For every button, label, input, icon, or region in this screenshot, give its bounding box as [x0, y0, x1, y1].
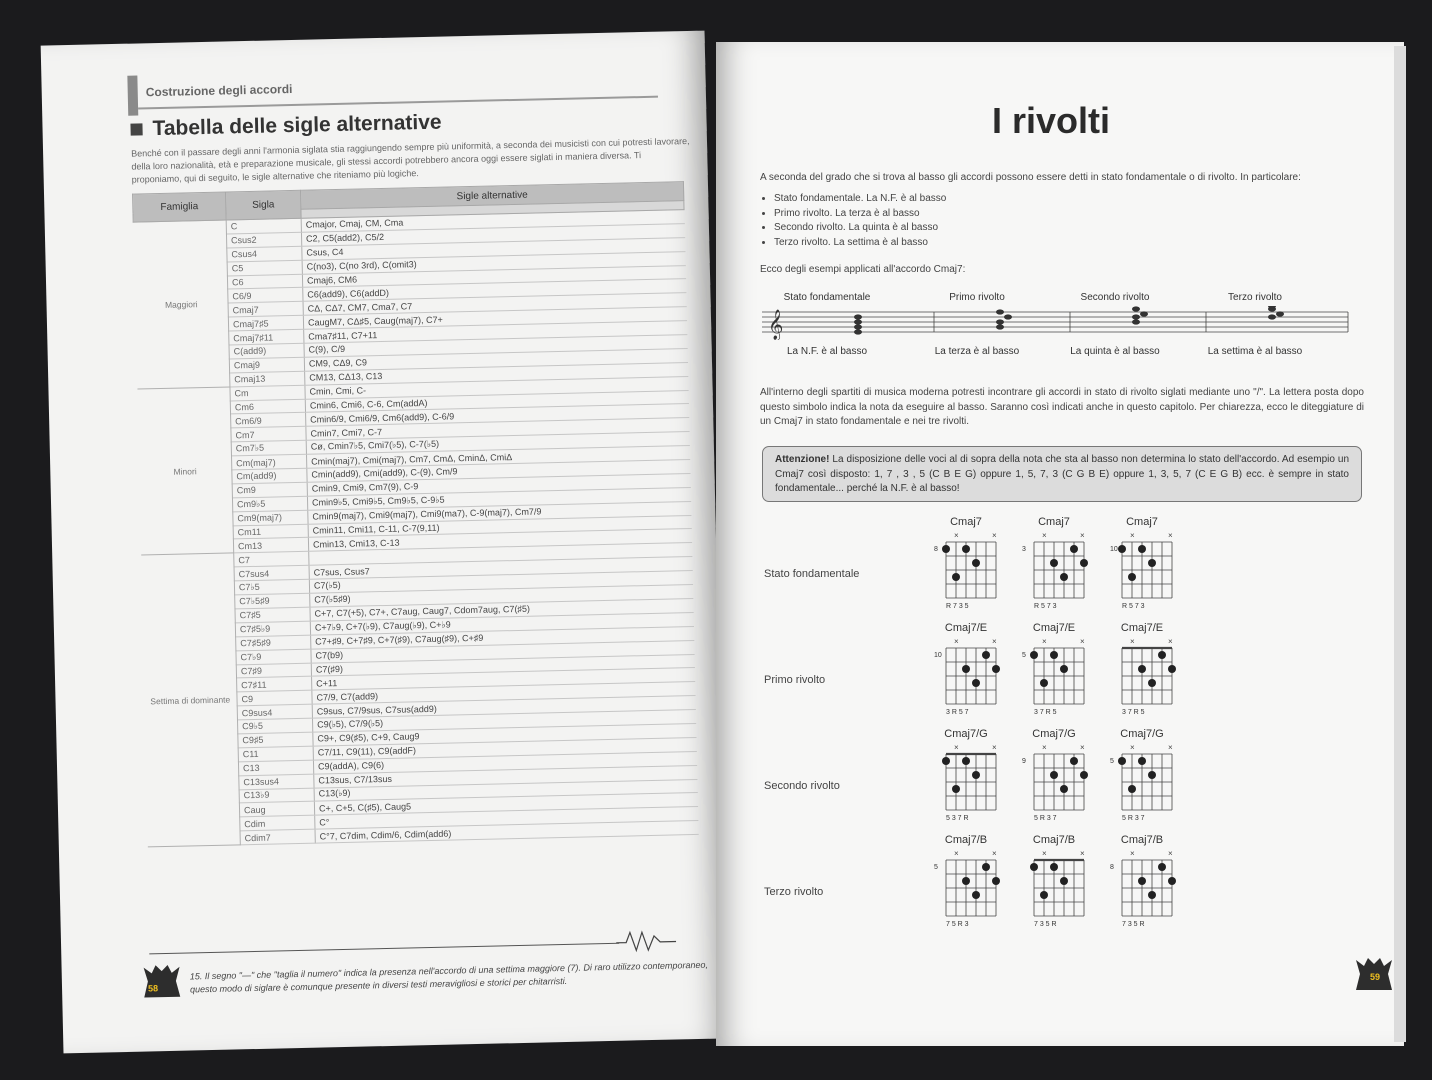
alternatives-cell: Cmin11, Cmi11, C-11, C-7(9,11): [308, 515, 691, 538]
svg-text:×: ×: [1080, 849, 1085, 858]
alternatives-cell: C7(♯9): [311, 654, 694, 677]
fretboard-icon: [1110, 636, 1190, 720]
alternatives-cell: Cmin6/9, Cmi6/9, Cm6(add9), C-6/9: [306, 404, 689, 427]
alternatives-cell: C9(addA), C9(6): [313, 751, 696, 774]
alternatives-cell: CΔ, CΔ7, CM7, Cma7, C7: [303, 293, 686, 316]
svg-text:×: ×: [992, 637, 997, 646]
staff-caption: La quinta è al basso: [1070, 346, 1160, 357]
symbol-cell: C7♭5: [234, 579, 309, 595]
symbol-cell: Cm9: [232, 482, 307, 498]
inversion-row-label: Primo rivolto: [764, 674, 826, 686]
alternatives-cell: C°: [315, 807, 698, 830]
svg-text:×: ×: [1130, 849, 1135, 858]
symbol-cell: C6/9: [228, 288, 303, 304]
alternatives-cell: Cmin, Cmi, C-: [305, 376, 688, 399]
fret-number: 8: [1110, 864, 1114, 871]
svg-text:×: ×: [954, 531, 959, 540]
chord-diagram: [1022, 516, 1102, 614]
fretboard-icon: [1110, 848, 1190, 932]
fretboard-icon: [1022, 742, 1102, 826]
symbol-cell: C7sus4: [234, 565, 309, 581]
page-stack-edge: [1394, 46, 1406, 1042]
symbol-cell: C7♯9: [236, 663, 311, 679]
footnote: 15. Il segno "—" che "taglia il numero" indica la presenza nell'accordo di una settima maggiore (7). Di raro utilizzo contemporaneo, questo modo di siglare è comunque presente in diversi testi meravigliosi e storici per chitarristi.: [189, 959, 709, 995]
string-intervals: 5 3 7 R: [946, 815, 969, 822]
svg-text:×: ×: [1168, 637, 1173, 646]
fret-number: 5: [934, 864, 938, 871]
svg-text:×: ×: [1130, 743, 1135, 752]
chord-diagram: [934, 622, 1014, 720]
alternatives-cell: C7sus, Csus7: [309, 557, 692, 580]
alternatives-cell: C+7♭9, C+7(♭9), C7aug(♭9), C+♭9: [310, 612, 693, 635]
symbol-cell: Cm: [230, 385, 305, 401]
symbol-cell: Cmaj13: [230, 371, 305, 387]
fretboard-icon: [1022, 848, 1102, 932]
list-item: • Terzo rivolto. La settima è al basso: [774, 236, 946, 251]
list-item: • Primo rivolto. La terza è al basso: [774, 207, 946, 222]
fret-number: 10: [934, 652, 942, 659]
alternatives-cell: CM9, CΔ9, C9: [304, 348, 687, 371]
svg-text:×: ×: [1168, 531, 1173, 540]
fretboard-icon: [934, 530, 1014, 614]
chord-name: Cmaj7/E: [1120, 622, 1164, 634]
chord-diagram: [934, 834, 1014, 932]
svg-text:×: ×: [1130, 637, 1135, 646]
fretboard-icon: [1110, 742, 1190, 826]
svg-text:×: ×: [992, 531, 997, 540]
alternatives-cell: C+11: [312, 668, 695, 691]
symbol-cell: C9♭5: [237, 718, 312, 734]
inversion-list: [760, 192, 946, 250]
page-title: I rivolti: [992, 100, 1111, 141]
alternatives-cell: Cmin9, Cmi9, Cm7(9), C-9: [307, 473, 690, 496]
symbol-cell: C7♯5♭9: [235, 621, 310, 637]
alternatives-cell: Cø, Cmin7♭5, Cmi7(♭5), C-7(♭5): [306, 432, 689, 455]
symbol-cell: C13sus4: [239, 774, 314, 790]
svg-text:×: ×: [992, 849, 997, 858]
staff-label: Terzo rivolto: [1228, 292, 1282, 303]
symbol-cell: Cmaj7♯5: [228, 316, 303, 332]
col-sigla: Sigla: [226, 190, 302, 220]
chord-name: Cmaj7/B: [1032, 834, 1076, 846]
fret-number: 3: [1022, 546, 1026, 553]
alternatives-cell: Cmin9♭5, Cmi9♭5, Cm9♭5, C-9♭5: [307, 487, 690, 510]
fretboard-icon: [1022, 636, 1102, 720]
header-bar: [127, 75, 138, 115]
staff-caption: La N.F. è al basso: [786, 346, 868, 357]
staff-label: Primo rivolto: [949, 292, 1005, 303]
alternatives-cell: C7+♯9, C+7♯9, C+7(♯9), C7aug(♯9), C+♯9: [311, 626, 694, 649]
symbol-cell: Csus4: [227, 246, 302, 262]
attention-label: Attenzione!: [775, 454, 830, 465]
svg-text:×: ×: [1080, 743, 1085, 752]
symbol-cell: Cmaj7: [228, 302, 303, 318]
alternatives-cell: C(9), C/9: [304, 335, 687, 358]
staff-caption: La settima è al basso: [1207, 346, 1303, 357]
symbol-cell: Cmaj7♯11: [229, 329, 304, 345]
string-intervals: 5 R 3 7: [1034, 815, 1057, 822]
fretboard-icon: [1110, 530, 1190, 614]
alternatives-cell: C9+, C9(♯5), C+9, Caug9: [313, 723, 696, 746]
col-famiglia: Famiglia: [133, 192, 227, 222]
string-intervals: R 5 7 3: [1034, 603, 1057, 610]
staff-caption: La terza è al basso: [934, 346, 1020, 357]
alternatives-cell: C7/9, C7(add9): [312, 682, 695, 705]
chord-diagram: [1110, 622, 1190, 720]
example-text: Ecco degli esempi applicati all'accordo Cmaj7:: [760, 264, 966, 275]
staff-label: Secondo rivolto: [1080, 292, 1150, 303]
string-intervals: 7 3 5 R: [1034, 921, 1057, 928]
symbol-cell: C13: [238, 760, 313, 776]
symbol-cell: Cm9♭5: [232, 496, 307, 512]
alternatives-cell: C7(b9): [311, 640, 694, 663]
symbol-cell: Caug: [239, 802, 314, 818]
staff-label: Stato fondamentale: [783, 292, 871, 303]
alternatives-cell: C7(♭5♯9): [310, 585, 693, 608]
svg-text:×: ×: [1130, 531, 1135, 540]
symbol-cell: C13♭9: [239, 788, 314, 804]
alternatives-cell: Csus, C4: [302, 237, 685, 260]
alternatives-cell: C9sus, C7/9sus, C7sus(add9): [312, 696, 695, 719]
svg-text:×: ×: [992, 743, 997, 752]
alternatives-cell: Cmajor, Cmaj, CM, Cma: [301, 210, 684, 233]
string-intervals: 3 7 R 5: [1122, 709, 1145, 716]
fret-number: 9: [1022, 758, 1026, 765]
list-item: • Stato fondamentale. La N.F. è al basso: [774, 192, 946, 207]
fret-number: 8: [934, 546, 938, 553]
symbol-cell: Cm11: [233, 524, 308, 540]
symbol-cell: Cm13: [233, 538, 308, 554]
symbol-cell: Cm(maj7): [232, 454, 307, 470]
inversion-row-label: Terzo rivolto: [764, 886, 824, 898]
svg-text:×: ×: [954, 849, 959, 858]
chord-name: Cmaj7/G: [1032, 728, 1076, 740]
alternatives-cell: C6(add9), C6(addD): [303, 279, 686, 302]
alternatives-cell: C°7, C7dim, Cdim/6, Cdim(add6): [315, 821, 698, 844]
header-rule: [138, 96, 658, 110]
chord-diagram: [934, 728, 1014, 826]
body-paragraph: All'interno degli spartiti di musica moderna potresti incontrare gli accordi in stato di rivolto siglati mediante uno "/". La lettera posta dopo questo simbolo indica la nota da eseguire al basso. Saranno così indicati anche in questo capitolo. Per chiarezza, ecco le diteggiature di un Cmaj7 in stato fondamentale e nei tre rivolti.: [760, 387, 1364, 427]
symbol-cell: Cm6/9: [231, 413, 306, 429]
intro-paragraph: Benché con il passare degli anni l'armonia siglata stia raggiungendo sempre più uniformità, a seconda dei musicisti con cui potresti lavorare, della loro nazionalità, età e preparazione musicale, gli stessi accordi potrebbero ancora oggi essere siglati in maniera diversa. Ti proponiamo, qui di seguito, le sigle alternative che riteniamo più logiche.: [131, 135, 690, 185]
running-header: Costruzione degli accordi: [145, 81, 293, 100]
symbol-cell: C7♯5: [235, 607, 310, 623]
symbol-cell: C9sus4: [237, 704, 312, 720]
section-title: Tabella delle sigle alternative: [130, 111, 442, 142]
alternatives-cell: CM13, CΔ13, C13: [305, 362, 688, 385]
svg-text:×: ×: [954, 743, 959, 752]
left-page: [41, 31, 728, 1054]
chord-name: Cmaj7/G: [1120, 728, 1164, 740]
fretboard-icon: [934, 848, 1014, 932]
family-cell: Maggiori: [133, 220, 230, 389]
alternatives-cell: C9(♭5), C7/9(♭5): [312, 710, 695, 733]
chord-diagram: [934, 516, 1014, 614]
alternatives-cell: C13(♭9): [314, 779, 697, 802]
svg-text:×: ×: [1042, 743, 1047, 752]
symbol-cell: Cm(add9): [232, 468, 307, 484]
alternatives-cell: C+, C+5, C(♯5), Caug5: [314, 793, 697, 816]
fretboard-icon: [1022, 530, 1102, 614]
symbol-cell: C: [226, 218, 301, 234]
alternatives-cell: Cmaj6, CM6: [302, 265, 685, 288]
svg-text:×: ×: [1042, 531, 1047, 540]
svg-text:×: ×: [1042, 637, 1047, 646]
chord-symbols-table: [132, 181, 699, 847]
fretboard-icon: [934, 636, 1014, 720]
alternatives-cell: C2, C5(add2), C5/2: [301, 223, 684, 246]
svg-text:𝄞: 𝄞: [768, 310, 784, 340]
guitarist-silhouette-icon: [139, 959, 184, 1000]
string-intervals: 7 5 R 3: [946, 921, 969, 928]
chord-name: Cmaj7/G: [944, 728, 988, 740]
footnote-rule: [149, 943, 619, 955]
alternatives-cell: Cmin6, Cmi6, C-6, Cm(addA): [305, 390, 688, 413]
family-cell: Settima di dominante: [141, 553, 241, 847]
music-staff-example: [762, 288, 1352, 362]
alternatives-cell: Cmin9(maj7), Cmi9(maj7), Cmi9(ma7), C-9(maj7), Cm7/9: [308, 501, 691, 524]
chord-diagram: [1022, 728, 1102, 826]
svg-text:×: ×: [1080, 637, 1085, 646]
svg-text:×: ×: [1168, 743, 1173, 752]
alternatives-cell: C7(♭5): [309, 571, 692, 594]
alternatives-cell: Cma7♯11, C7+11: [304, 321, 687, 344]
fret-number: 5: [1110, 758, 1114, 765]
symbol-cell: Cm6: [230, 399, 305, 415]
symbol-cell: C7♯11: [237, 677, 312, 693]
string-intervals: 3 7 R 5: [1034, 709, 1057, 716]
alternatives-cell: C+7, C7(+5), C7+, C7aug, Caug7, Cdom7aug, C7(♯5): [310, 598, 693, 621]
alternatives-cell: Cmin13, Cmi13, C-13: [308, 529, 691, 552]
chord-diagram: [1110, 516, 1190, 614]
chord-diagram: [1022, 622, 1102, 720]
alternatives-cell: C(no3), C(no 3rd), C(omit3): [302, 251, 685, 274]
symbol-cell: C7♯5♯9: [236, 635, 311, 651]
symbol-cell: Cdim: [240, 815, 315, 831]
inversion-row-label: Secondo rivolto: [764, 780, 840, 792]
alternatives-cell: C7/11, C9(11), C9(addF): [313, 737, 696, 760]
symbol-cell: Csus2: [226, 232, 301, 248]
page-number: 58: [147, 983, 159, 994]
page-number: 59: [1370, 972, 1381, 982]
fret-number: 10: [1110, 546, 1118, 553]
symbol-cell: C(add9): [229, 343, 304, 359]
inversion-row-label: Stato fondamentale: [764, 568, 860, 580]
attention-box: [762, 446, 1362, 502]
zigzag-icon: [616, 927, 677, 952]
chord-name: Cmaj7: [950, 516, 982, 528]
right-page: [716, 42, 1404, 1046]
intro-text: A seconda del grado che si trova al basso gli accordi possono essere detti in stato fondamentale o di rivolto. In particolare:: [760, 172, 1301, 183]
col-sigle-alternative: Sigle alternative: [300, 182, 683, 210]
symbol-cell: C5: [227, 260, 302, 276]
symbol-cell: C6: [227, 274, 302, 290]
alternatives-cell: Cmin(add9), Cmi(add9), C-(9), Cm/9: [307, 460, 690, 483]
svg-text:×: ×: [954, 637, 959, 646]
string-intervals: R 5 7 3: [1122, 603, 1145, 610]
alternatives-cell: Cmin(maj7), Cmi(maj7), Cm7, CmΔ, CminΔ, CmiΔ: [306, 446, 689, 469]
svg-text:×: ×: [1042, 849, 1047, 858]
chord-diagram: [1022, 834, 1102, 932]
alternatives-cell: Cmin7, Cmi7, C-7: [306, 418, 689, 441]
attention-text: La disposizione delle voci al di sopra della nota che sta al basso non determina lo stato dell'accordo. Ad esempio un Cmaj7 così disposto: 1, 7 , 3 , 5 (C B E G) oppure 1, 5, 7, 3 (C G B E) oppure 1, 3, 5, 7 (C E G B) ecc. è sempre in stato fondamentale... perché la N.F. è al basso!: [775, 454, 1349, 494]
square-bullet-icon: [130, 124, 142, 136]
chord-name: Cmaj7/B: [944, 834, 988, 846]
fret-number: 5: [1022, 652, 1026, 659]
chord-name: Cmaj7: [1038, 516, 1070, 528]
staff-icon: [762, 306, 1352, 340]
list-item: • Secondo rivolto. La quinta è al basso: [774, 221, 946, 236]
chord-name: Cmaj7: [1126, 516, 1158, 528]
symbol-cell: C7♭9: [236, 649, 311, 665]
symbol-cell: Cm9(maj7): [233, 510, 308, 526]
symbol-cell: C9: [237, 690, 312, 706]
string-intervals: 3 R 5 7: [946, 709, 969, 716]
chord-diagram: [1110, 834, 1190, 932]
alternatives-cell: C13sus, C7/13sus: [314, 765, 697, 788]
chord-name: Cmaj7/E: [944, 622, 988, 634]
string-intervals: 7 3 5 R: [1122, 921, 1145, 928]
string-intervals: 5 R 3 7: [1122, 815, 1145, 822]
chord-name: Cmaj7/B: [1120, 834, 1164, 846]
symbol-cell: Cmaj9: [229, 357, 304, 373]
symbol-cell: C11: [238, 746, 313, 762]
symbol-cell: C9♯5: [238, 732, 313, 748]
string-intervals: R 7 3 5: [946, 603, 969, 610]
family-cell: Minori: [137, 387, 234, 556]
chord-diagram: [1110, 728, 1190, 826]
symbol-cell: Cm7: [231, 427, 306, 443]
symbol-cell: Cm7♭5: [231, 440, 306, 456]
svg-text:×: ×: [1168, 849, 1173, 858]
fretboard-icon: [934, 742, 1014, 826]
symbol-cell: Cdim7: [240, 829, 315, 845]
symbol-cell: C7♭5♯9: [235, 593, 310, 609]
alternatives-cell: CaugM7, CΔ♯5, Caug(maj7), C7+: [303, 307, 686, 330]
chord-name: Cmaj7/E: [1032, 622, 1076, 634]
svg-text:×: ×: [1080, 531, 1085, 540]
symbol-cell: C7: [234, 552, 309, 568]
